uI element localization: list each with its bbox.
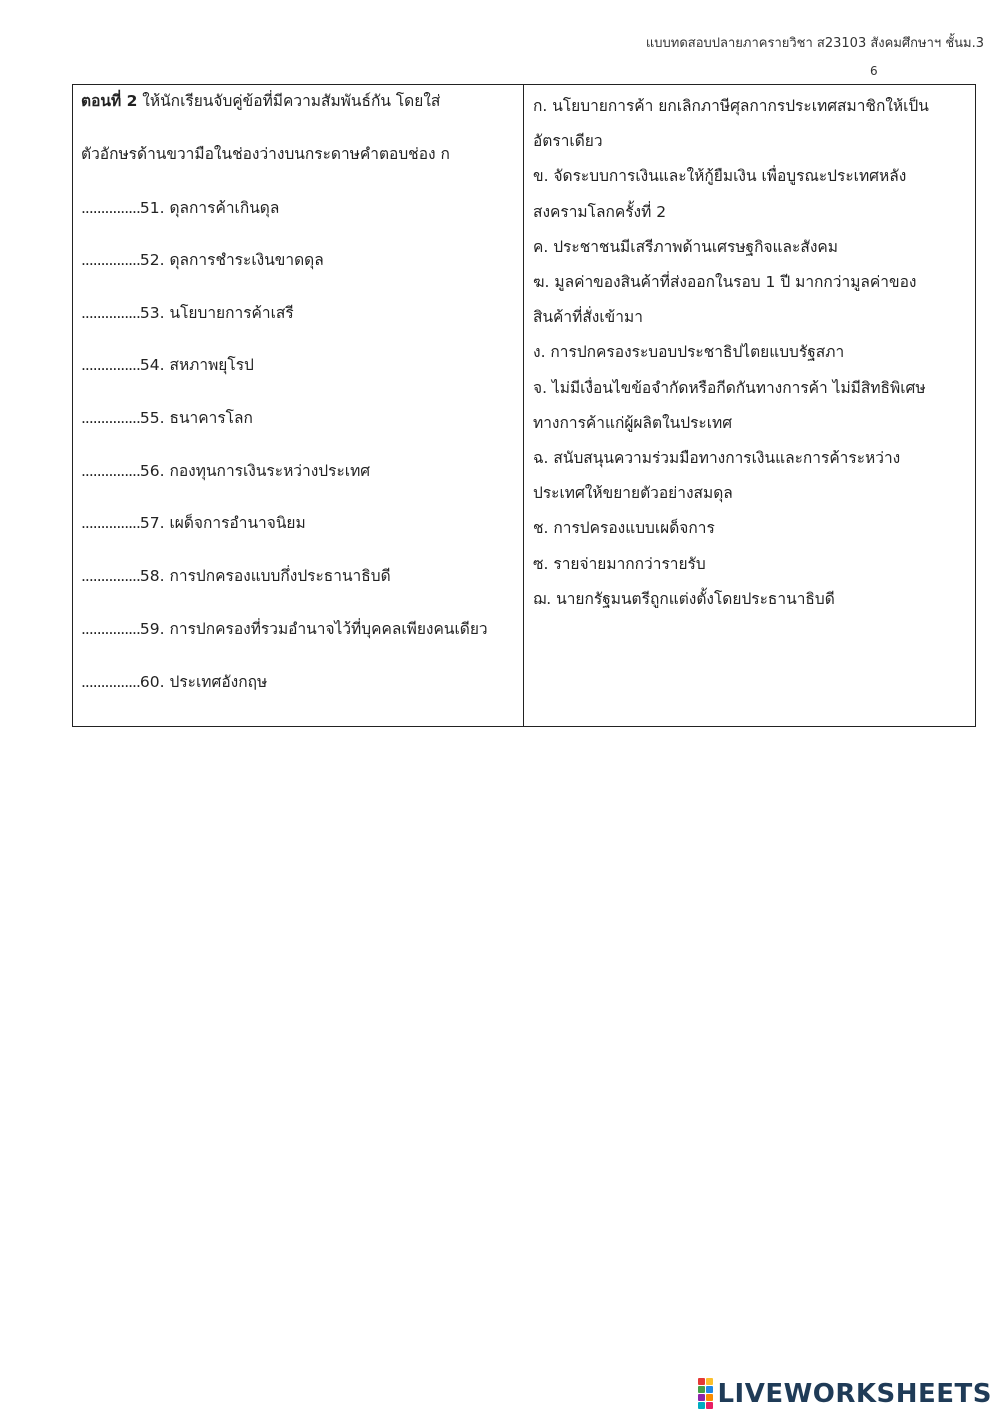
logo-blocks-icon <box>698 1378 713 1409</box>
answer-blank[interactable]: ............... <box>81 673 140 691</box>
question-item-56 <box>81 460 370 482</box>
question-text: 51. ดุลการค้าเกินดุล <box>139 199 280 217</box>
answer-blank[interactable]: ............... <box>81 514 140 532</box>
option-line: จ. ไม่มีเงื่อนไขข้อจำกัดหรือกีดกันทางการค้า ไม่มีสิทธิพิเศษ <box>533 378 926 397</box>
answer-blank[interactable]: ............... <box>81 356 140 374</box>
options-column <box>524 85 975 726</box>
answer-blank[interactable]: ............... <box>81 251 140 269</box>
instruction-line-2: ตัวอักษรด้านขวามือในช่องว่างบนกระดาษคำตอบช่อง ก <box>81 145 450 163</box>
option-line: สงครามโลกครั้งที่ 2 <box>533 202 667 221</box>
question-text: 55. ธนาคารโลก <box>139 409 253 427</box>
question-text: 56. กองทุนการเงินระหว่างประเทศ <box>139 462 371 480</box>
question-text: 59. การปกครองที่รวมอำนาจไว้ที่บุคคลเพียงคนเดียว <box>139 620 488 638</box>
answer-blank[interactable]: ............... <box>81 620 140 638</box>
question-item-51 <box>81 197 279 219</box>
option-line: ค. ประชาชนมีเสรีภาพด้านเศรษฐกิจและสังคม <box>533 237 838 256</box>
option-line: สินค้าที่สั่งเข้ามา <box>533 308 643 327</box>
logo-block <box>698 1394 705 1401</box>
option-line: ซ. รายจ่ายมากกว่ารายรับ <box>533 554 706 573</box>
answer-blank[interactable]: ............... <box>81 304 140 322</box>
instruction-line-1 <box>81 90 440 112</box>
logo-text: LIVEWORKSHEETS <box>717 1378 992 1409</box>
question-item-60 <box>81 671 267 693</box>
logo-block <box>706 1394 713 1401</box>
question-text: 52. ดุลการชำระเงินขาดดุล <box>139 251 324 269</box>
logo-block <box>698 1402 705 1409</box>
question-item-54 <box>81 354 254 376</box>
question-item-55 <box>81 407 253 429</box>
page-number: 6 <box>870 64 878 78</box>
logo-block <box>706 1402 713 1409</box>
option-line: ก. นโยบายการค้า ยกเลิกภาษีศุลกากรประเทศสมาชิกให้เป็น <box>533 97 929 115</box>
matching-table <box>72 84 976 727</box>
option-line: ฌ. นายกรัฐมนตรีถูกแต่งตั้งโดยประธานาธิบดี <box>533 589 835 608</box>
option-line: ฉ. สนับสนุนความร่วมมือทางการเงินและการค้าระหว่าง <box>533 449 901 468</box>
questions-column <box>73 85 524 726</box>
question-item-59 <box>81 618 488 640</box>
question-item-53 <box>81 302 294 324</box>
option-line: อัตราเดียว <box>533 132 603 151</box>
logo-block <box>698 1378 705 1385</box>
section-label: ตอนที่ 2 <box>81 92 138 110</box>
answer-blank[interactable]: ............... <box>81 409 140 427</box>
question-item-58 <box>81 565 391 587</box>
option-line: ง. การปกครองระบอบประชาธิปไตยแบบรัฐสภา <box>533 343 845 362</box>
instruction-text-1: ให้นักเรียนจับคู่ข้อที่มีความสัมพันธ์กัน โดยใส่ <box>137 92 441 110</box>
logo-block <box>698 1386 705 1393</box>
option-line: ช. การปครองแบบเผด็จการ <box>533 519 715 538</box>
logo-block <box>706 1378 713 1385</box>
answer-blank[interactable]: ............... <box>81 462 140 480</box>
question-text: 57. เผด็จการอำนาจนิยม <box>139 514 306 532</box>
logo-block <box>706 1386 713 1393</box>
option-line: ประเทศให้ขยายตัวอย่างสมดุล <box>533 484 733 503</box>
question-text: 53. นโยบายการค้าเสรี <box>139 304 294 322</box>
question-text: 54. สหภาพยุโรป <box>139 356 254 374</box>
question-text: 60. ประเทศอังกฤษ <box>139 673 268 691</box>
question-text: 58. การปกครองแบบกึ่งประธานาธิบดี <box>139 567 391 585</box>
answer-blank[interactable]: ............... <box>81 567 140 585</box>
question-item-57 <box>81 512 306 534</box>
option-line: ฆ. มูลค่าของสินค้าที่ส่งออกในรอบ 1 ปี มากกว่ามูลค่าของ <box>533 273 917 292</box>
option-line: ข. จัดระบบการเงินและให้กู้ยืมเงิน เพื่อบูรณะประเทศหลัง <box>533 167 907 186</box>
answer-blank[interactable]: ............... <box>81 199 140 217</box>
header-title: แบบทดสอบปลายภาครายวิชา ส23103 สังคมศึกษาฯ ชั้นม.3 <box>645 36 984 51</box>
question-item-52 <box>81 249 324 271</box>
option-line: ทางการค้าแก่ผู้ผลิตในประเทศ <box>533 413 733 432</box>
liveworksheets-logo[interactable] <box>698 1378 992 1409</box>
